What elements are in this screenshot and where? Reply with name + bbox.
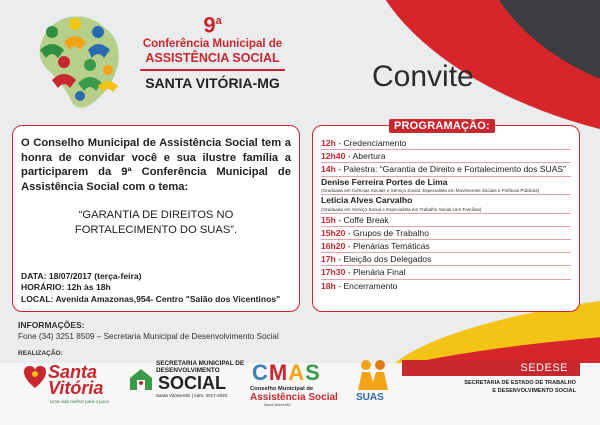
sedese-logo: SEDESE SECRETARIA DE ESTADO DE TRABALHO E DESENVOLVIMENTO SOCIAL (402, 360, 580, 410)
invitation-box (12, 125, 300, 312)
realization-label: REALIZAÇÃO: (18, 350, 63, 357)
speaker-name: Denise Ferreira Portes de Lima (321, 176, 448, 187)
info-label: INFORMAÇÕES: (18, 320, 85, 330)
people-icon (352, 358, 394, 392)
event-city: SANTA VITÓRIA-MG (145, 75, 280, 92)
event-title-block (140, 10, 285, 91)
event-title-line1: Conferência Municipal de (142, 38, 283, 51)
event-time: HORÁRIO: 12h às 18h (21, 282, 111, 292)
secretaria-logo: SECRETARIA MUNICIPAL DE DESENVOLVIMENTO SOCIAL Santa Vitória-MG | Adm. 2017-2020 (128, 358, 236, 408)
event-title-line2: ASSISTÊNCIA SOCIAL (145, 51, 280, 66)
program-title: PROGRAMAÇÃO: (389, 119, 495, 133)
program-item: 18h - Encerramento (321, 280, 398, 291)
speaker-name: Leticia Alves Carvalho (321, 195, 413, 206)
heart-icon (22, 364, 48, 390)
speaker-credentials: (Graduada em Ciências Sociais e Serviço Social, Especialista em Movimentos Sociais e Políticas Públicas) (321, 187, 571, 195)
event-details (21, 271, 280, 306)
page-title: Convite (372, 60, 474, 93)
invitation-theme (21, 208, 291, 237)
program-item: 17h30 - Plenária Final (321, 266, 571, 279)
divider (140, 69, 285, 71)
suas-logo: SUAS (352, 358, 394, 408)
cmas-logo: CMAS Conselho Municipal de Assistência Social Santa Vitória-MG (250, 360, 338, 407)
program-item: 15h20 - Grupos de Trabalho (321, 227, 571, 240)
program-box (312, 120, 580, 312)
house-icon (128, 366, 154, 392)
program-item: 12h40 - Abertura (321, 150, 571, 163)
event-date: DATA: 18/07/2017 (terça-feira) (21, 270, 142, 281)
invitation-text: O Conselho Municipal de Assistência Social tem a honra de convidar você e sua ilustre família a participarem da 9ª Conferência Municipal de Assistência Social com o tema: (21, 137, 291, 193)
theme-line1: “GARANTIA DE DIREITOS NO (78, 209, 234, 221)
program-item: 17h - Eleição dos Delegados (321, 253, 571, 266)
program-item: 12h - Credenciamento (321, 137, 571, 150)
event-edition: 9$^a$ (203, 12, 222, 38)
event-location: LOCAL: Avenida Amazonas,954- Centro "Salão dos Vicentinos" (21, 293, 281, 304)
info-text: Fone (34) 3251 8509 – Secretaria Municipal de Desenvolvimento Social (18, 332, 279, 341)
santa-vitoria-logo: Santa Vitória Uma vida melhor para o povo (22, 358, 114, 408)
program-item: 14h - Palestra: “Garantia de Direito e Fortalecimento dos SUAS” (321, 163, 571, 176)
speaker-credentials: (Graduada em Serviço Social e Especialista em Trabalho Social com Famílias) (321, 206, 571, 214)
program-item: 15h - Coffe Break (321, 214, 571, 227)
conference-logo-icon (30, 10, 130, 115)
theme-line2: FORTALECIMENTO DO SUAS”. (74, 223, 238, 236)
program-item: 16h20 - Plenárias Temáticas (321, 240, 571, 253)
